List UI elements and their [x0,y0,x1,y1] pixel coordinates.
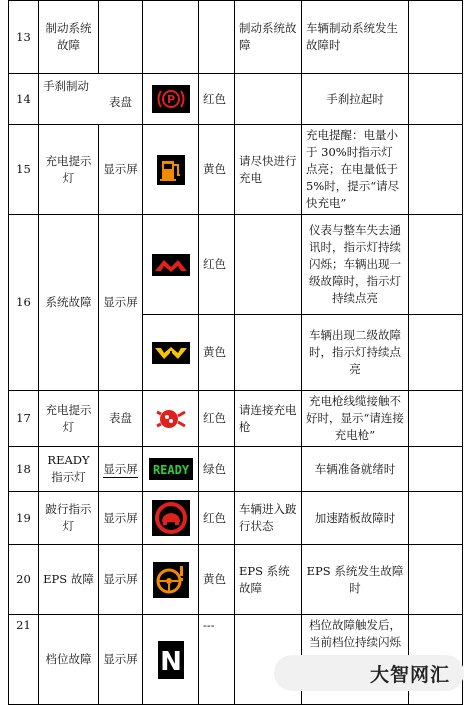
indicator-description: 车辆准备就绪时 [302,447,409,492]
indicator-hint [235,447,302,492]
row-number: 14 [9,74,39,125]
row-number: 19 [9,492,39,545]
indicator-icon-cell [143,1,199,74]
indicator-description: EPS 系统发生故障时 [302,545,409,615]
blank-cell [409,545,463,615]
indicator-hint [235,315,302,391]
indicator-color: 绿色 [199,447,235,492]
charge-reminder-icon [157,155,185,185]
indicator-hint [235,74,302,125]
row-number: 15 [9,125,39,215]
indicator-icon-cell [143,125,199,215]
indicator-color: 红色 [199,492,235,545]
eps-fault-icon [153,562,189,598]
indicator-description: 充电枪线缆接触不好时，显示“请连接充电枪” [302,391,409,447]
ready-icon-text: READY [152,463,189,477]
blank-cell [409,215,463,315]
row-number: 18 [9,447,39,492]
indicator-description: 仪表与整车失去通讯时，指示灯持续闪烁；车辆出现一级故障时，指示灯持续点亮 [302,215,409,315]
indicator-hint: 制动系统故障 [235,1,302,74]
indicator-description: 手刹拉起时 [302,74,409,125]
row-number: 21 [9,615,39,705]
indicator-location: 显示屏 [99,125,143,215]
indicator-icon-cell [143,615,199,705]
ready-icon [149,458,193,480]
indicator-name: 充电提示灯 [39,391,99,447]
indicator-color [199,1,235,74]
table-row [9,545,463,615]
indicator-name: 跛行指示灯 [39,492,99,545]
blank-cell [409,74,463,125]
indicator-hint: EPS 系统故障 [235,545,302,615]
indicator-icon-cell [143,215,199,315]
indicator-color: 黄色 [199,315,235,391]
indicator-name: 手刹制动 表盘 [39,74,143,125]
limp-mode-icon [152,500,190,536]
blank-cell [409,492,463,545]
indicator-location: 显示屏 [99,545,143,615]
indicator-location: 显示屏 [99,615,143,705]
indicator-color: 黄色 [199,545,235,615]
system-fault-red-icon [152,254,190,276]
parking-brake-icon [152,85,190,113]
indicator-icon-cell [143,545,199,615]
indicator-hint: 请连接充电枪 [235,391,302,447]
indicator-location: 显示屏 [99,215,143,391]
row-number: 20 [9,545,39,615]
blank-cell [409,447,463,492]
indicator-location: 表盘 [109,95,132,109]
indicator-name: EPS 故障 [39,545,99,615]
table-row [9,215,463,315]
indicator-icon-cell [143,74,199,125]
table-row [9,447,463,492]
indicator-color: 红色 [199,215,235,315]
indicator-location: 显示屏 [99,492,143,545]
indicator-description: 充电提醒：电量小于 30%时指示灯点亮；在电量低于 5%时，提示“请尽快充电” [302,125,409,215]
table-row [9,125,463,215]
indicator-description: 车辆制动系统发生故障时 [302,1,409,74]
indicator-description: 档位故障触发后，当前档位持续闪烁 [302,615,409,705]
indicator-hint [235,215,302,315]
indicator-name: 系统故障 [39,215,99,391]
watermark-badge [274,655,464,691]
indicator-location: 表盘 [99,391,143,447]
indicator-color: 红色 [199,391,235,447]
blank-cell [409,391,463,447]
table-row [9,391,463,447]
row-number: 17 [9,391,39,447]
indicator-color: 黄色 [199,125,235,215]
row-number: 16 [9,215,39,391]
system-fault-yellow-icon [152,342,190,364]
indicator-icon-cell [143,447,199,492]
indicator-name: 档位故障 [39,615,99,705]
indicator-icon-cell [143,315,199,391]
indicator-location [99,1,143,74]
indicator-color: --- [199,615,235,705]
blank-cell [409,315,463,391]
indicator-hint: 请尽快进行充电 [235,125,302,215]
gear-fault-letter: N [159,646,182,677]
blank-cell [409,125,463,215]
indicator-hint: 车辆进入跛行状态 [235,492,302,545]
indicator-name: 充电提示灯 [39,125,99,215]
watermark-text: 大智网汇 [369,663,450,686]
svg-text:P: P [166,93,175,106]
indicator-icon-cell [143,391,199,447]
gear-fault-icon [158,641,184,679]
blank-cell [409,1,463,74]
table-row [9,1,463,74]
indicator-color: 红色 [199,74,235,125]
indicator-description: 车辆出现二级故障时，指示灯持续点亮 [302,315,409,391]
indicator-description: 加速踏板故障时 [302,492,409,545]
indicator-name: 制动系统故障 [39,1,99,74]
indicator-icon-cell [143,492,199,545]
table-row [9,74,463,125]
row-number: 13 [9,1,39,74]
charge-gun-icon [155,404,187,434]
indicator-table [8,0,463,705]
indicator-location: 显示屏 [99,447,143,492]
table-row [9,492,463,545]
indicator-name: READY 指示灯 [39,447,99,492]
